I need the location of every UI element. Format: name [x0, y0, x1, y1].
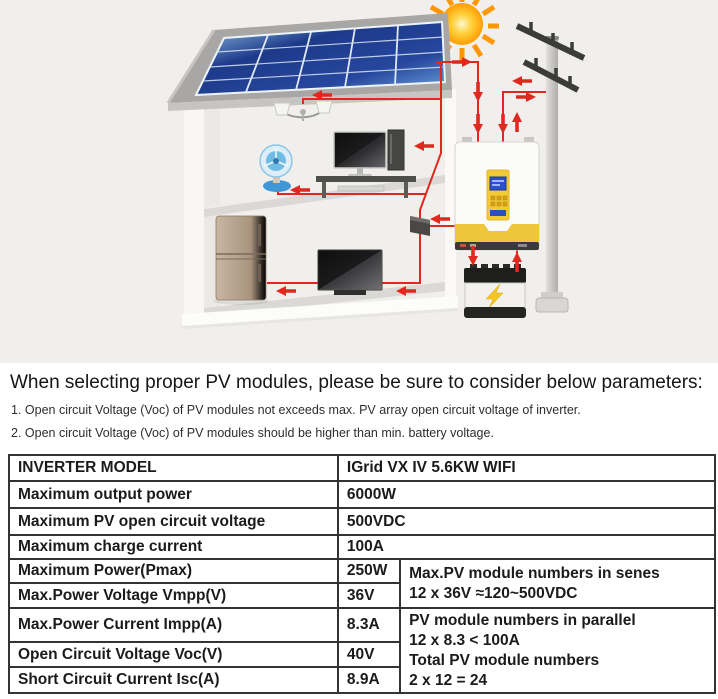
series-note-line-1: Max.PV module numbers in senes — [409, 564, 660, 582]
tv — [318, 250, 382, 295]
house-right-wall — [445, 84, 456, 304]
fan — [260, 145, 292, 192]
parallel-note-line-2: 12 x 8.3 < 100A — [409, 631, 520, 649]
spec-label: Short Circuit Current Isc(A) — [9, 667, 338, 693]
spec-label: Open Circuit Voltage Voc(V) — [9, 642, 338, 667]
parallel-note-cell — [400, 608, 715, 693]
series-note-line-2: 12 x 36V ≈120~500VDC — [409, 584, 578, 602]
parallel-note-line-4: 2 x 12 = 24 — [409, 671, 488, 689]
table-row — [9, 559, 715, 583]
inverter-model-value: IGrid VX IV 5.6KW WIFI — [338, 455, 715, 481]
spec-label: Max.Power Current Impp(A) — [9, 608, 338, 642]
table-row — [9, 481, 715, 508]
spec-value: 500VDC — [338, 508, 715, 535]
intro-note-2: 2. Open circuit Voltage (Voc) of PV modules should be higher than min. battery voltage. — [11, 426, 494, 440]
refrigerator — [213, 216, 269, 305]
inverter-display — [490, 177, 506, 190]
battery — [464, 264, 526, 318]
table-row — [9, 608, 715, 642]
spec-value: 100A — [338, 535, 715, 559]
table-row — [9, 508, 715, 535]
inverter-spec-table — [8, 454, 716, 694]
intro-heading: When selecting proper PV modules, please be sure to consider below parameters: — [10, 372, 703, 393]
spec-value: 8.9A — [338, 667, 400, 693]
keyboard — [338, 186, 384, 191]
table-row — [9, 535, 715, 559]
spec-label: Maximum charge current — [9, 535, 338, 559]
inverter — [455, 137, 539, 250]
table-row — [9, 455, 715, 481]
spec-label: Maximum Power(Pmax) — [9, 559, 338, 583]
spec-value: 40V — [338, 642, 400, 667]
spec-value: 6000W — [338, 481, 715, 508]
pv-selection-notes — [0, 372, 718, 440]
parallel-note-line-3: Total PV module numbers — [409, 651, 600, 669]
inverter-logo — [490, 210, 506, 216]
series-note-cell — [400, 559, 715, 608]
parallel-note-line-1: PV module numbers in parallel — [409, 611, 636, 629]
house-left-pillar — [184, 99, 204, 318]
spec-value: 8.3A — [338, 608, 400, 642]
spec-label: Maximum PV open circuit voltage — [9, 508, 338, 535]
spec-label: Max.Power Voltage Vmpp(V) — [9, 583, 338, 608]
spec-label: INVERTER MODEL — [9, 455, 338, 481]
spec-value: 250W — [338, 559, 400, 583]
spec-value: 36V — [338, 583, 400, 608]
intro-note-1: 1. Open circuit Voltage (Voc) of PV modules not exceeds max. PV array open circuit voltage of inverter. — [11, 403, 581, 417]
spec-label: Maximum output power — [9, 481, 338, 508]
desk-top — [316, 176, 416, 182]
